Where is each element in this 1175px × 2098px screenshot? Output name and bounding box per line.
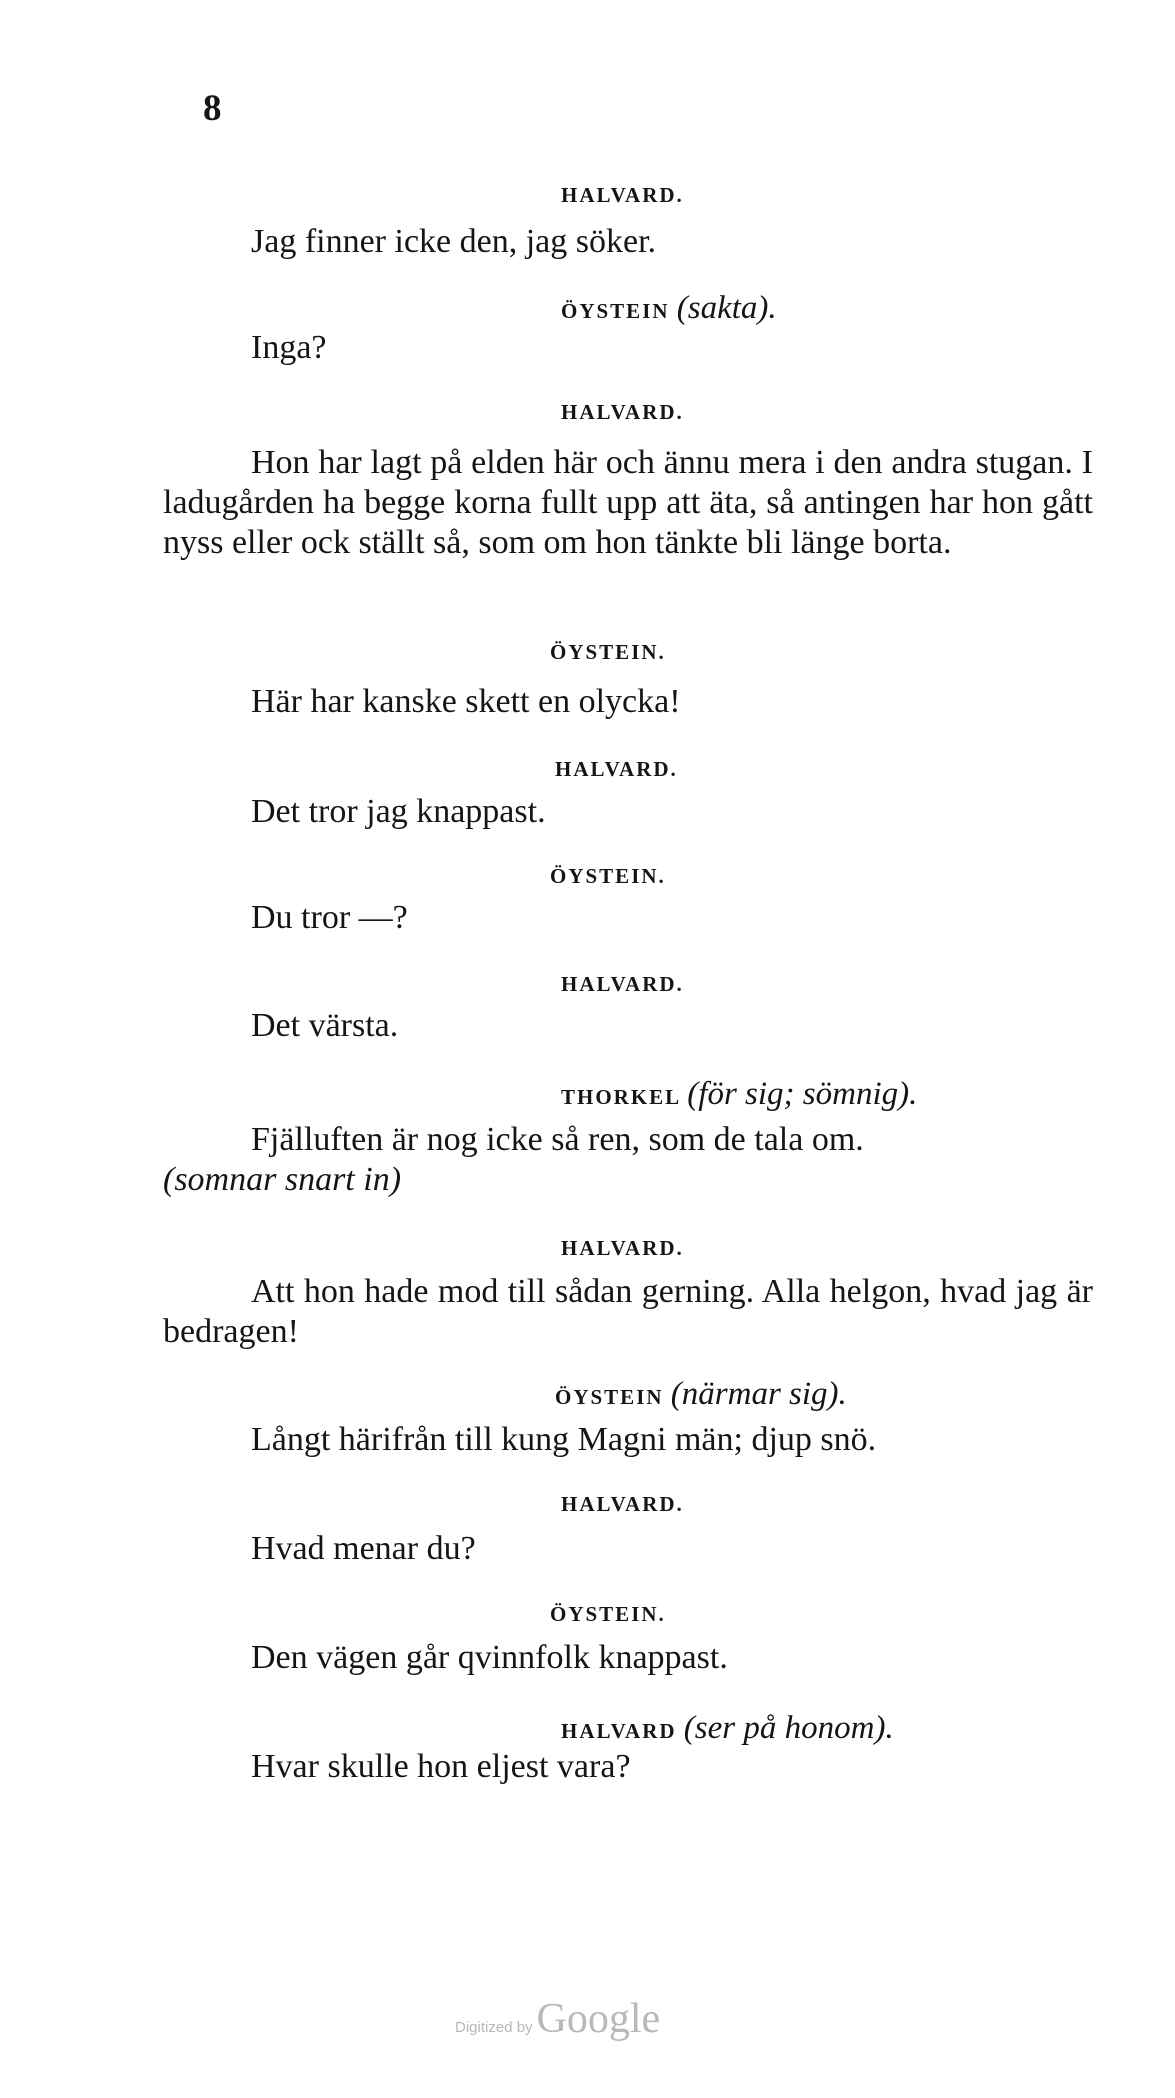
dialogue-line: Det värsta. bbox=[251, 1007, 399, 1044]
speaker-name: HALVARD. bbox=[561, 1236, 684, 1260]
stage-direction-punct: . bbox=[885, 1710, 894, 1746]
speaker-name: ÖYSTEIN. bbox=[550, 864, 666, 888]
dialogue-paragraph bbox=[163, 1272, 1093, 1352]
speaker-name: HALVARD. bbox=[555, 757, 678, 781]
dialogue-line: Du tror —? bbox=[251, 899, 408, 936]
dialogue-line: Här har kanske skett en olycka! bbox=[251, 683, 681, 720]
google-logo: Google bbox=[536, 1996, 661, 2042]
speaker-name: HALVARD. bbox=[561, 183, 684, 207]
speaker-heading bbox=[555, 1378, 847, 1411]
speaker-heading bbox=[550, 642, 666, 663]
stage-direction-punct: . bbox=[909, 1076, 918, 1112]
speaker-name: ÖYSTEIN bbox=[561, 299, 670, 323]
dialogue-text: Hon har lagt på elden här och ännu mera i den andra stugan. I ladugården ha begge korna fullt upp att äta, så antingen har hon gått nyss eller ock ställt så, som om hon tänkte bli länge borta. bbox=[163, 444, 1093, 561]
speaker-name: ÖYSTEIN. bbox=[550, 640, 666, 664]
dialogue-paragraph bbox=[163, 443, 1093, 563]
stage-direction-punct: . bbox=[768, 290, 777, 326]
speaker-heading bbox=[561, 1494, 684, 1515]
dialogue-line: Hvar skulle hon eljest vara? bbox=[251, 1748, 631, 1785]
stage-direction: (för sig; sömnig) bbox=[687, 1076, 910, 1112]
dialogue-text: Fjälluften är nog icke så ren, som de tala om. bbox=[251, 1121, 864, 1158]
dialogue-line: Jag finner icke den, jag söker. bbox=[251, 223, 657, 260]
speaker-heading bbox=[561, 185, 684, 206]
speaker-name: HALVARD. bbox=[561, 1492, 684, 1516]
stage-direction-punct: . bbox=[838, 1376, 847, 1412]
speaker-name: ÖYSTEIN bbox=[555, 1385, 664, 1409]
dialogue-line: Inga? bbox=[251, 329, 327, 366]
speaker-heading bbox=[550, 1604, 666, 1625]
speaker-name: HALVARD. bbox=[561, 400, 684, 424]
stage-direction: (närmar sig) bbox=[670, 1376, 839, 1412]
speaker-name: ÖYSTEIN. bbox=[550, 1602, 666, 1626]
dialogue-text: Att hon hade mod till sådan gerning. Alla helgon, hvad jag är bedragen! bbox=[163, 1273, 1093, 1350]
dialogue-line: Hvad menar du? bbox=[251, 1530, 476, 1567]
watermark-prefix: Digitized by bbox=[455, 2019, 533, 2036]
stage-direction: (ser på honom) bbox=[683, 1710, 886, 1746]
speaker-name: HALVARD. bbox=[561, 972, 684, 996]
speaker-heading bbox=[555, 759, 678, 780]
speaker-heading bbox=[550, 866, 666, 887]
speaker-heading bbox=[561, 974, 684, 995]
stage-direction-inline: (somnar snart in) bbox=[163, 1161, 402, 1198]
speaker-name: THORKEL bbox=[561, 1085, 681, 1109]
page-number: 8 bbox=[203, 88, 222, 129]
dialogue-paragraph bbox=[163, 1120, 1093, 1160]
stage-direction: (sakta) bbox=[676, 290, 769, 326]
speaker-heading bbox=[561, 1238, 684, 1259]
speaker-heading bbox=[561, 402, 684, 423]
speaker-heading bbox=[561, 292, 777, 325]
speaker-heading bbox=[561, 1712, 894, 1745]
speaker-heading bbox=[561, 1078, 917, 1111]
dialogue-line: Det tror jag knappast. bbox=[251, 793, 546, 830]
dialogue-line: Den vägen går qvinnfolk knappast. bbox=[251, 1639, 728, 1676]
dialogue-line: Långt härifrån till kung Magni män; djup snö. bbox=[251, 1421, 877, 1458]
speaker-name: HALVARD bbox=[561, 1719, 677, 1743]
digitized-watermark bbox=[455, 1995, 660, 2043]
